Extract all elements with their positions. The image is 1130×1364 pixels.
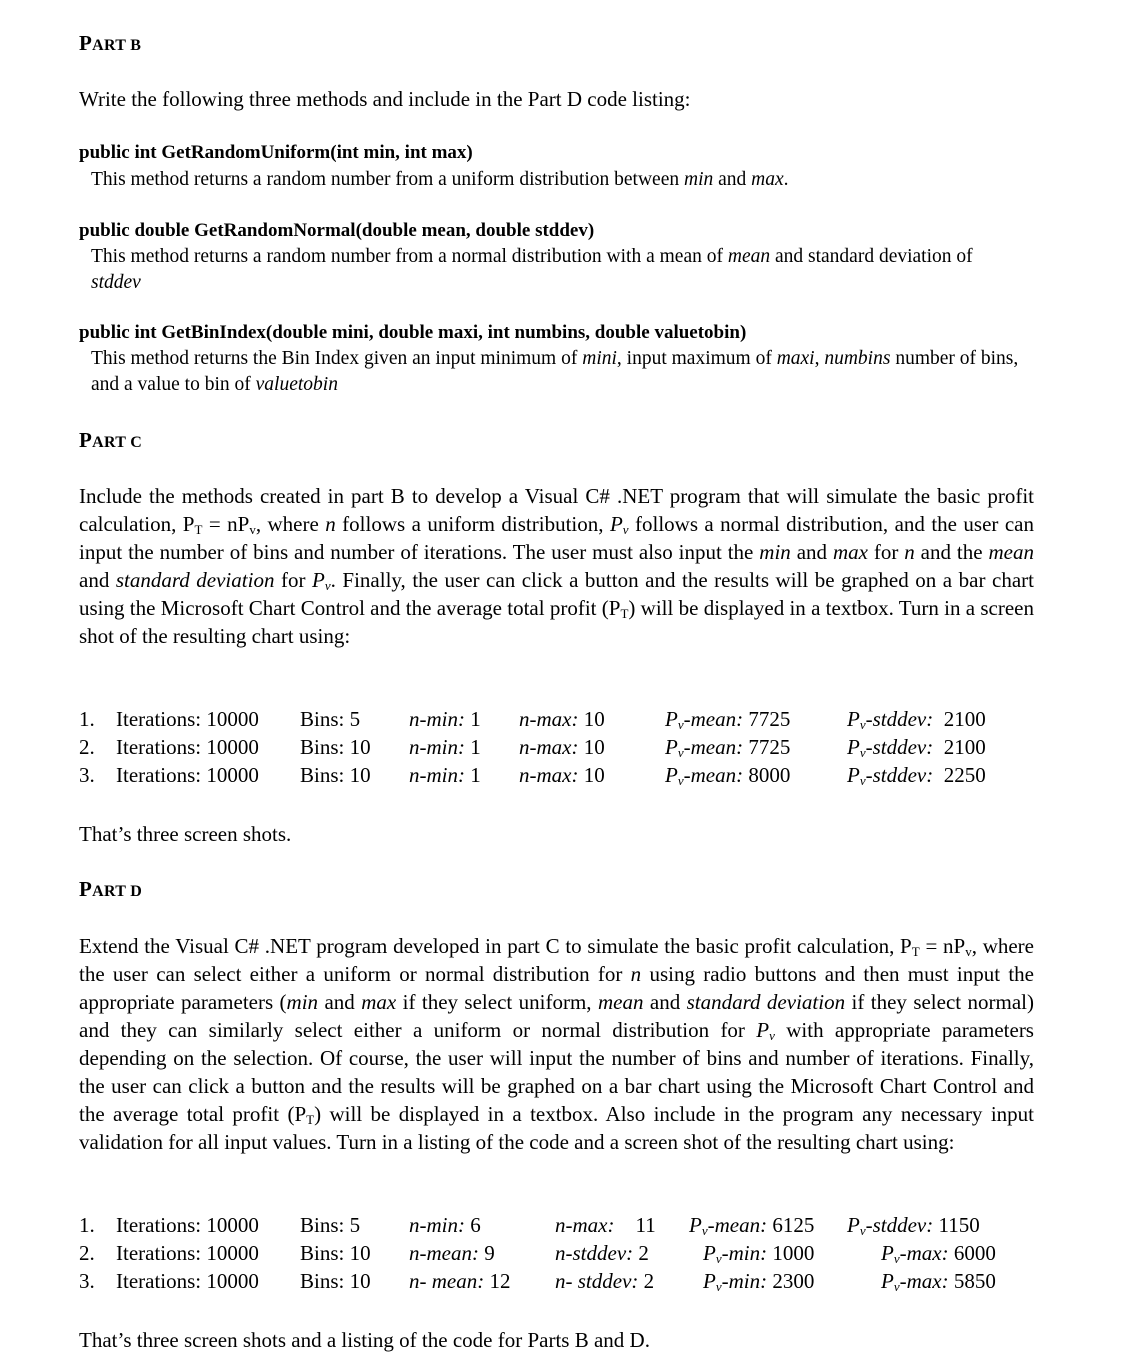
method-description-normal: This method returns a random number from a normal distribution with a mean of mean and standard deviation of stddev	[91, 246, 973, 293]
part-c-paragraph: Include the methods created in part B to develop a Visual C# .NET program that will simulate the basic profit calculation, $P_T = nP_v$, where n follows a uniform distribution, $P_v$ follows a normal distribution, and the user can input the number of bins and number of iterations. The user must also input the min and max for n and the mean and standard deviation for $P_v$. Finally, the user can click a button and the results will be graphed on a bar chart using the Microsoft Chart Control and the average total profit $(P_T)$ will be displayed in a textbox. Turn in a screen shot of the resulting chart using:	[79, 484, 1034, 648]
method-description-uniform: This method returns a random number from a uniform distribution between min and max.	[91, 169, 789, 190]
part-d-heading: PART D	[79, 877, 143, 901]
part-d-case-2: 2. Iterations: 10000 Bins: 10 n-mean: 9 n-stddev: 2 $P_v-\min$: 1000 $P_v-\max$: 6000	[79, 1241, 996, 1266]
part-c-heading: PART C	[79, 428, 143, 452]
part-d-case-1: 1. Iterations: 10000 Bins: 5 n-min: 6 n-max: 11 $P_v$-mean: 6125 $P_v$-stddev: 1150	[79, 1213, 980, 1238]
part-d-case-3: 3. Iterations: 10000 Bins: 10 n- mean: 12 n- stddev: 2 $P_v-\min$: 2300 $P_v-\max$: 5850	[79, 1269, 996, 1294]
part-d-paragraph: Extend the Visual C# .NET program developed in part C to simulate the basic profit calculation, $P_T = nP_v$, where the user can select either a uniform or normal distribution for n using radio buttons and then must input the appropriate parameters (min and max if they select uniform, mean and standard deviation if they select normal) and they can similarly select either a uniform or normal distribution for $P_v$ with appropriate parameters depending on the selection. Of course, the user will input the number of bins and number of iterations. Finally, the user can click a button and the results will be graphed on a bar chart using the Microsoft Chart Control and the average total profit $(P_T)$ will be displayed in a textbox. Also include in the program any necessary input validation for all input values. Turn in a listing of the code and a screen shot of the resulting chart using:	[79, 934, 1035, 1154]
part-c-case-3: 3. Iterations: 10000 Bins: 10 n-min: 1 n-max: 10 $P_v$-mean: 8000 $P_v$-stddev: 2250	[79, 763, 986, 788]
method-signature-binindex: public int GetBinIndex(double mini, double maxi, int numbins, double valuetobin)	[79, 322, 747, 343]
method-description-binindex: This method returns the Bin Index given an input minimum of mini, input maximum of maxi, numbins number of bins, and a value to bin of valuetobin	[91, 348, 1019, 395]
part-d-closing: That’s three screen shots and a listing of the code for Parts B and D.	[79, 1328, 650, 1352]
part-c-case-1: 1. Iterations: 10000 Bins: 5 n-min: 1 n-max: 10 $P_v$-mean: 7725 $P_v$-stddev: 2100	[79, 707, 986, 732]
method-signature-uniform: public int GetRandomUniform(int min, int max)	[79, 142, 473, 163]
part-c-case-2: 2. Iterations: 10000 Bins: 10 n-min: 1 n-max: 10 $P_v$-mean: 7725 $P_v$-stddev: 2100	[79, 735, 986, 760]
part-b-intro: Write the following three methods and include in the Part D code listing:	[79, 87, 691, 111]
part-b-heading: PART B	[79, 31, 142, 55]
part-c-closing: That’s three screen shots.	[79, 822, 292, 846]
method-signature-normal: public double GetRandomNormal(double mean, double stddev)	[79, 220, 595, 241]
